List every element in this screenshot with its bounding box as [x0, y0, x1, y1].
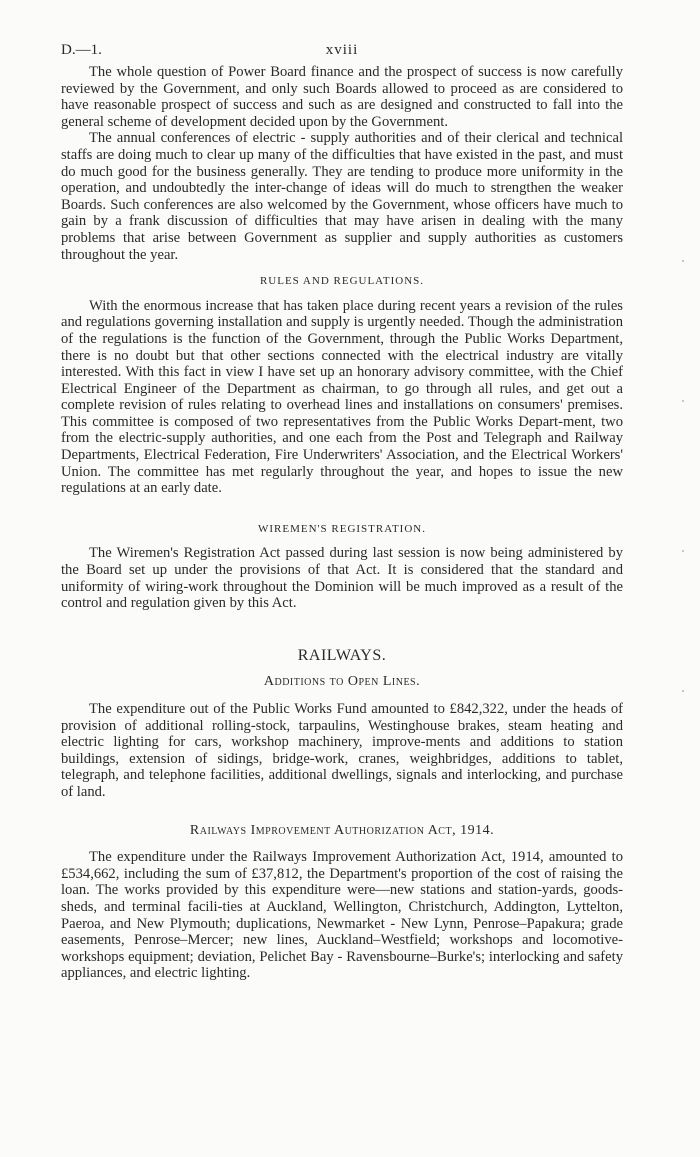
document-reference: D.—1.	[61, 42, 102, 58]
heading-additions-to-open-lines: Additions to Open Lines.	[263, 674, 421, 690]
heading-railways: RAILWAYS.	[297, 646, 387, 664]
paragraph-annual-conferences: The annual conferences of electric - supply authorities and of their clerical and technical staffs are doing much to clear up many of the difficulties that have existed in the past, and must do much good for the business generally. They are tending to produce more uniformity in the operation, and undoubtedly the inter-change of ideas will do much to strengthen the weaker Boards. Such conferences are also welcomed by the Government, whose officers have much to gain by a frank discussion of difficulties that may have arisen in dealing with the many problems that arise between Government as supplier and supply authorities as customers throughout the year.	[61, 130, 623, 263]
margin-scan-speckles	[682, 260, 686, 780]
paragraph-wiremens-act: The Wiremen's Registration Act passed during last session is now being administered by the Board set up under the provisions of that Act. It is considered that the standard and uniformity of wiring-work throughout the Dominion will be much improved as a result of the control and regulation given by this Act.	[61, 545, 623, 612]
speckle	[682, 260, 684, 262]
speckle	[682, 400, 684, 402]
paragraph-rules-revision: With the enormous increase that has taken place during recent years a revision of the rules and regulations governing installation and supply is urgently needed. Though the administration of the regulations is the function of the Government, through the Public Works Department, there is no doubt but that other sections connected with the electrical industry are vitally interested. With this fact in view I have set up an honorary advisory committee, with the Chief Electrical Engineer of the Department as chairman, to go through all rules, and get out a complete revision of rules relating to overhead lines and installations on consumers' premises. This committee is composed of two representatives from the Public Works Depart-ment, two from the electric-supply authorities, and one each from the Post and Telegraph and Railway Departments, Electrical Federation, Fire Underwriters' Association, and the Electrical Workers' Union. The committee has met regularly throughout the year, and hopes to issue the new regulations at an early date.	[61, 297, 623, 497]
heading-wiremens-registration: WIREMEN'S REGISTRATION.	[258, 522, 426, 535]
paragraph-power-board-finance: The whole question of Power Board finance and the prospect of success is now carefully reviewed by the Government, and only such Boards allowed to proceed as are considered to have reasonable prospect of success and such as are designed and constructed to fall into the general scheme of development decided upon by the Government.	[61, 64, 623, 130]
page-number: xviii	[325, 42, 359, 58]
paragraph-open-lines-expenditure: The expenditure out of the Public Works Fund amounted to £842,322, under the heads of provision of additional rolling-stock, tarpaulins, Westinghouse brakes, steam heating and electric lighting for cars, workshop machinery, improve-ments and additions to station buildings, extension of sidings, bridge-work, cranes, weighbridges, additions to tablet, telegraph, and telephone facilities, additional dwellings, signals and interlocking, and purchase of land.	[61, 701, 623, 800]
heading-rules-and-regulations: RULES AND REGULATIONS.	[259, 275, 425, 288]
paragraph-improvement-act-expenditure: The expenditure under the Railways Improvement Authorization Act, 1914, amounted to £534,662, including the sum of £37,812, the Department's proportion of the cost of raising the loan. The works provided by this expenditure were—new stations and station-yards, goods-sheds, and terminal facili-ties at Auckland, Wellington, Christchurch, Addington, Lyttelton, Paeroa, and New Plymouth; duplications, Newmarket - New Lynn, Penrose–Papakura; grade easements, Penrose–Mercer; new lines, Auckland–Westfield; workshops and locomotive-workshops equipment; deviation, Pelichet Bay - Ravensbourne–Burke's; interlocking and safety appliances, and electric lighting.	[61, 849, 623, 982]
speckle	[682, 690, 684, 692]
speckle	[682, 550, 684, 552]
page-body	[61, 64, 623, 982]
heading-improvement-authorization-act: Railways Improvement Authorization Act, 1914.	[189, 822, 495, 838]
